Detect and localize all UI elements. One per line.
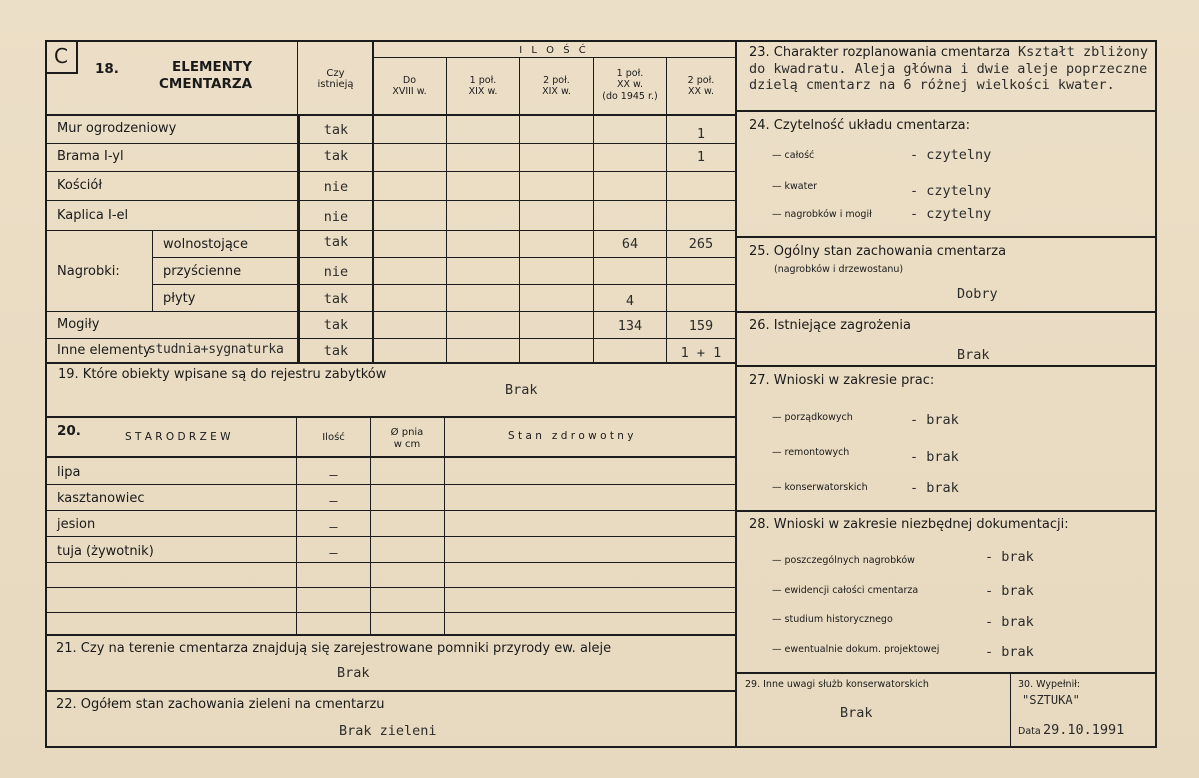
s28-label: 28. Wnioski w zakresie niezbędnej dokumentacji: (749, 517, 1069, 532)
row-sublabel-wolnostojace: wolnostojące (163, 237, 248, 252)
qty-brama-2pol-xx: 1 (696, 149, 706, 165)
s24-value-nagrobkow: - czytelny (910, 206, 992, 222)
s28-item-studium: — studium historycznego (772, 614, 893, 625)
s23-line3: dzielą cmentarz na 6 różnej wielkości kwater. (749, 77, 1115, 93)
czy-value-brama: tak (323, 148, 349, 164)
tree-tuja: tuja (żywotnik) (57, 544, 154, 559)
row-label-mur: Mur ogrodzeniowy (57, 121, 177, 136)
tree-jesion-ilosc: – (329, 519, 338, 535)
s21-label: 21. Czy na terenie cmentarza znajdują się zarejestrowane pomniki przyrody ew. aleje (56, 641, 612, 656)
col-header-4a: 1 poł. (616, 68, 644, 79)
czy-header-2: istnieją (317, 79, 354, 90)
s24-value-kwater: - czytelny (910, 183, 992, 199)
qty-plyty-1pol-xx: 4 (625, 293, 635, 309)
row-inne-extra: studnia+sygnaturka (148, 342, 284, 357)
s28-item-projektowej: — ewentualnie dokum. projektowej (772, 644, 940, 655)
s27-value-remontowych: - brak (910, 449, 959, 465)
czy-value-plyty: tak (323, 291, 349, 307)
s28-value-ewidencji: - brak (985, 583, 1034, 599)
czy-value-mogily: tak (323, 317, 349, 333)
czy-value-inne: tak (323, 343, 349, 359)
ilosc-header: I L O Ś Ć (519, 45, 589, 56)
s27-value-porzadkowych: - brak (910, 412, 959, 428)
s20-pnia-header-1: Ø pnia (390, 427, 424, 438)
col-header-4b: XX w. (617, 79, 643, 90)
tree-kasztanowiec-ilosc: – (329, 493, 338, 509)
s22-label: 22. Ogółem stan zachowania zieleni na cmentarzu (56, 697, 385, 712)
s24-label: 24. Czytelność układu cmentarza: (749, 118, 971, 133)
s23-label: 23. Charakter rozplanowania cmentarza (749, 45, 1011, 60)
s30-label: 30. Wypełnił: (1018, 679, 1081, 690)
s24-value-calosc: - czytelny (910, 147, 992, 163)
row-label-nagrobki: Nagrobki: (57, 264, 120, 279)
s20-pnia-header-2: w cm (393, 439, 421, 450)
tree-kasztanowiec: kasztanowiec (57, 491, 145, 506)
row-sublabel-plyty: płyty (163, 291, 196, 306)
section-c-label: C (54, 44, 68, 68)
section-18-title-2: CMENTARZA (159, 76, 253, 92)
czy-header-1: Czy (326, 68, 345, 79)
czy-value-przyscienne: nie (323, 264, 349, 280)
row-label-inne: Inne elementy (57, 343, 151, 358)
row-label-kaplica: Kaplica I-el (57, 208, 129, 223)
s20-ilosc-header: Ilość (322, 432, 345, 443)
s30-value: "SZTUKA" (1022, 693, 1080, 707)
col-header-1a: Do (402, 75, 417, 86)
s23-line2: do kwadratu. Aleja główna i dwie aleje poprzeczne (749, 61, 1148, 77)
s29-label: 29. Inne uwagi służb konserwatorskich (745, 679, 929, 690)
section-18-number: 18. (95, 61, 119, 77)
czy-value-kosciol: nie (323, 179, 349, 195)
s20-title: S T A R O D R Z E W (125, 431, 231, 443)
s28-item-ewidencji: — ewidencji całości cmentarza (772, 585, 919, 596)
row-label-brama: Brama I-yl (57, 149, 124, 164)
qty-inne-2pol-xx: 1 + 1 (680, 345, 722, 361)
s27-item-porzadkowych: — porządkowych (772, 412, 853, 423)
row-sublabel-przyscienne: przyścienne (163, 264, 242, 279)
s25-label: 25. Ogólny stan zachowania cmentarza (749, 244, 1007, 259)
s25-value: Dobry (957, 286, 998, 302)
s25-sublabel: (nagrobków i drzewostanu) (774, 264, 904, 275)
s20-number: 20. (57, 423, 81, 439)
col-header-1b: XVIII w. (392, 86, 427, 97)
row-label-mogily: Mogiły (57, 317, 100, 332)
s20-stan-header: S t a n z d r o w o t n y (508, 430, 634, 442)
s27-value-konserwatorskich: - brak (910, 480, 959, 496)
col-header-3b: XIX w. (542, 86, 571, 97)
col-header-2a: 1 poł. (469, 75, 497, 86)
s28-item-nagrobkow: — poszczególnych nagrobków (772, 555, 915, 566)
section-18-title-1: ELEMENTY (172, 59, 252, 75)
s24-item-nagrobkow: — nagrobków i mogił (772, 209, 872, 220)
s26-value: Brak (957, 347, 990, 363)
row-label-kosciol: Kościół (57, 178, 103, 193)
s24-item-kwater: — kwater (772, 181, 818, 192)
s29-value: Brak (840, 705, 873, 721)
s26-label: 26. Istniejące zagrożenia (749, 318, 911, 333)
col-header-3a: 2 poł. (543, 75, 570, 86)
s19-value: Brak (505, 382, 538, 398)
qty-mur-2pol-xx: 1 (696, 126, 706, 142)
czy-value-wolnostojace: tak (323, 234, 349, 250)
s27-item-konserwatorskich: — konserwatorskich (772, 482, 868, 493)
s24-item-calosc: — całość (772, 150, 815, 161)
qty-wolnostojace-1pol-xx: 64 (621, 236, 639, 252)
s23-line1: Kształt zbliżony (1018, 44, 1149, 60)
s19-label: 19. Które obiekty wpisane są do rejestru zabytków (58, 367, 387, 382)
czy-value-kaplica: nie (323, 209, 349, 225)
col-header-5b: XX w. (688, 86, 714, 97)
s30-data-value: 29.10.1991 (1043, 722, 1125, 738)
tree-lipa-ilosc: – (329, 467, 338, 483)
tree-tuja-ilosc: – (329, 545, 338, 561)
s30-data-label: Data (1018, 726, 1041, 737)
s28-value-studium: - brak (985, 614, 1034, 630)
col-header-5a: 2 poł. (687, 75, 715, 86)
qty-mogily-2pol-xx: 159 (688, 318, 714, 334)
tree-lipa: lipa (57, 465, 81, 480)
s21-value: Brak (337, 665, 370, 681)
qty-wolnostojace-2pol-xx: 265 (688, 236, 714, 252)
s27-item-remontowych: — remontowych (772, 447, 850, 458)
s27-label: 27. Wnioski w zakresie prac: (749, 373, 935, 388)
col-header-2b: XIX w. (468, 86, 498, 97)
col-header-4c: (do 1945 r.) (602, 91, 658, 102)
s22-value: Brak zieleni (339, 723, 437, 739)
s28-value-nagrobkow: - brak (985, 549, 1034, 565)
tree-jesion: jesion (57, 517, 96, 532)
qty-mogily-1pol-xx: 134 (617, 318, 643, 334)
czy-value-mur: tak (323, 122, 349, 138)
s28-value-projektowej: - brak (985, 644, 1034, 660)
